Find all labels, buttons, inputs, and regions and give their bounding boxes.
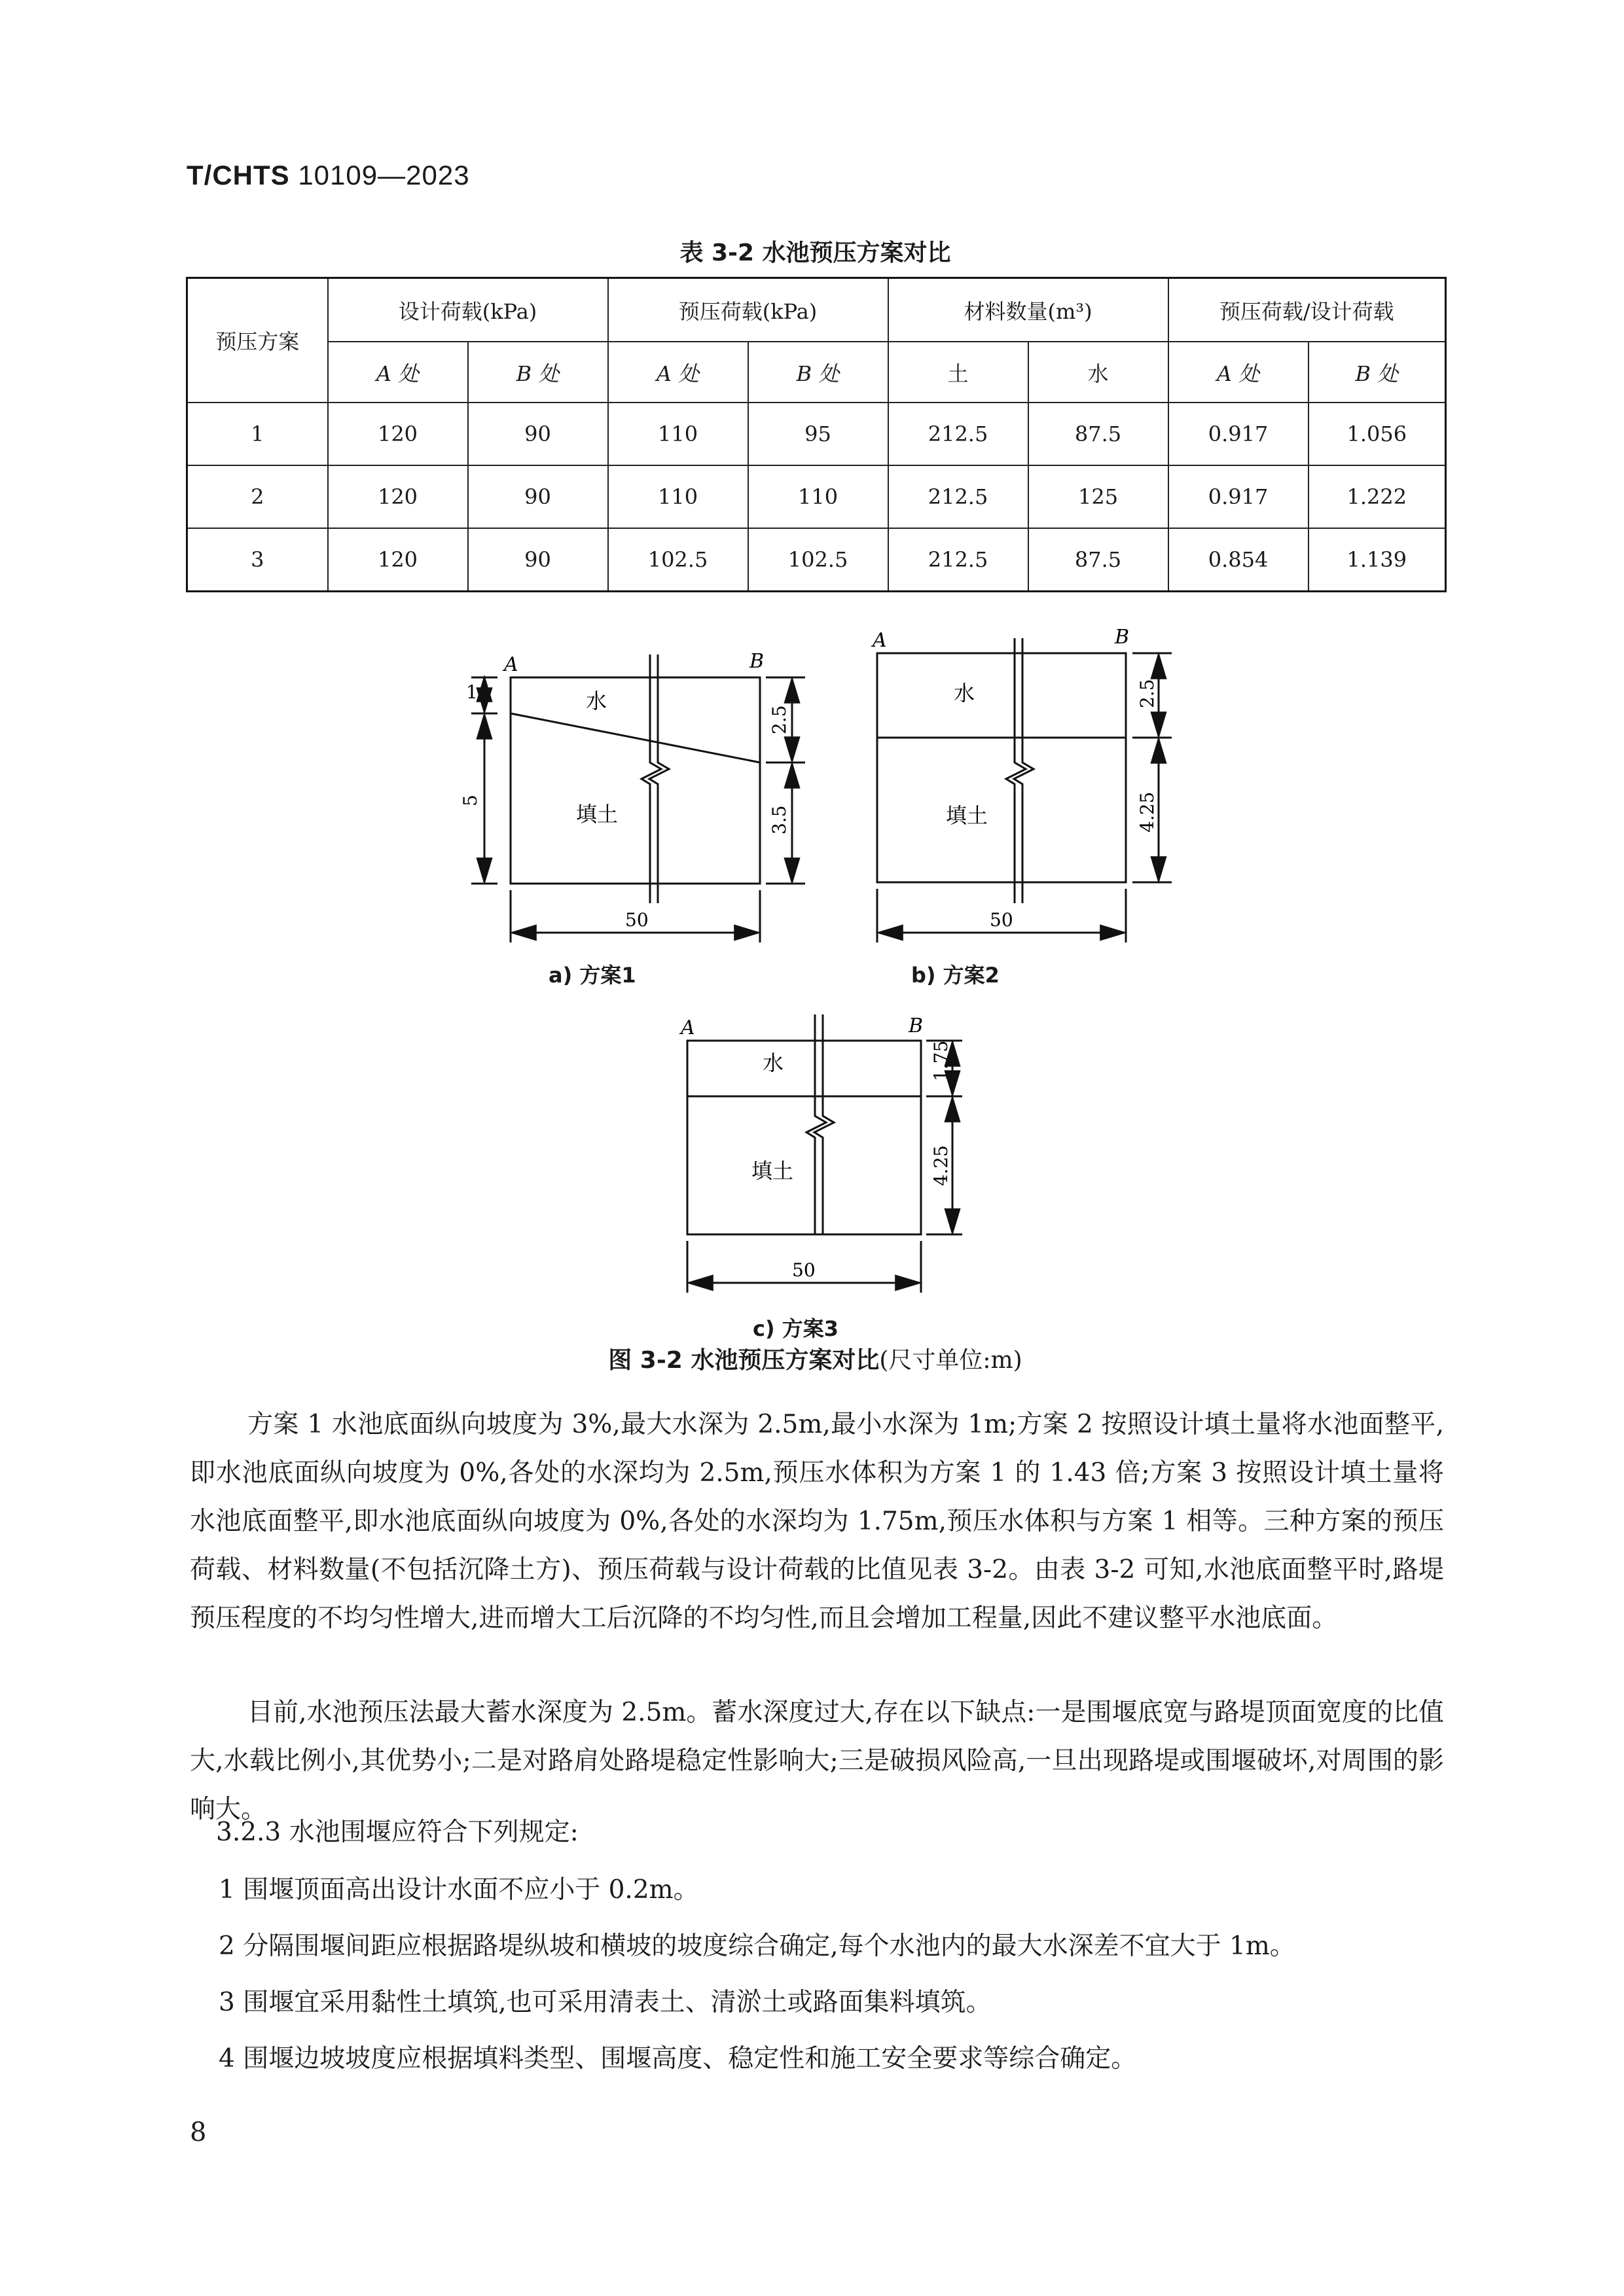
table-cell: 90	[468, 528, 608, 592]
standard-number: 10109—2023	[298, 160, 470, 190]
table-cell: 1.139	[1308, 528, 1446, 592]
subheader-cell: 水	[1028, 342, 1168, 403]
list-item: 2 分隔围堰间距应根据路堤纵坡和横坡的坡度综合确定,每个水池内的最大水深差不宜大于 1m。	[219, 1931, 1295, 1961]
fill-label: 填土	[751, 1158, 794, 1183]
dim-width: 50	[625, 909, 649, 931]
table-cell: 0.854	[1168, 528, 1308, 592]
pool-outline	[877, 653, 1126, 882]
list-item: 4 围堰边坡坡度应根据填料类型、围堰高度、稳定性和施工安全要求等综合确定。	[219, 2044, 1137, 2073]
table-cell: 120	[328, 465, 468, 528]
point-a-label: A	[873, 629, 887, 652]
paragraph-2: 目前,水池预压法最大蓄水深度为 2.5m。蓄水深度过大,存在以下缺点:一是围堰底宽与路堤顶面宽度的比值大,水载比例小,其优势小;二是对路肩处路堤稳定性影响大;三是破损风险高,一旦出现路堤或围堰破坏,对周围的影响大。	[190, 1698, 1444, 1824]
subheader-cell: A 处	[1168, 342, 1308, 403]
fill-label: 填土	[576, 802, 619, 827]
diagram-scheme-1	[471, 655, 805, 942]
figure-caption-title: 图 3-2 水池预压方案对比	[608, 1347, 880, 1374]
header-design-load: 设计荷载(kPa)	[328, 278, 608, 342]
water-label: 水	[954, 681, 975, 706]
table-cell: 212.5	[888, 528, 1028, 592]
subheader-cell: B 处	[748, 342, 888, 403]
paragraph-1: 方案 1 水池底面纵向坡度为 3%,最大水深为 2.5m,最小水深为 1m;方案 2 按照设计填土量将水池面整平,即水池底面纵向坡度为 0%,各处的水深均为 2.5m,预压水体积为方案 1 的 1.43 倍;方案 3 按照设计填土量将水池底面整平,即水池底面纵向坡度为 0%,各处的水深均为 1.75m,预压水体积与方案 1 相等。三种方案的预压荷载、材料数量(不包括沉降土方)、预压荷载与设计荷载的比值见表 3-2。由表 3-2 可知,水池底面整平时,路堤预压程度的不均匀性增大,进而增大工后沉降的不均匀性,而且会增加工程量,因此不建议整平水池底面。	[190, 1410, 1444, 1633]
dim-width: 50	[792, 1259, 816, 1281]
water-label: 水	[763, 1050, 784, 1075]
subheader-cell: B 处	[1308, 342, 1446, 403]
table-cell: 1.222	[1308, 465, 1446, 528]
dim-right-top: 2.5	[768, 705, 790, 734]
table-cell: 3	[187, 528, 328, 592]
break-line	[649, 655, 669, 903]
pool-outline	[511, 677, 760, 884]
standard-prefix: T/CHTS	[187, 160, 290, 190]
table-cell: 1	[187, 403, 328, 465]
table-cell: 110	[608, 403, 748, 465]
table-cell: 102.5	[608, 528, 748, 592]
dim-right-top: 1.75	[930, 1040, 952, 1081]
dim-width: 50	[990, 909, 1013, 931]
table-cell: 90	[468, 403, 608, 465]
table-caption: 表 3-2 水池预压方案对比	[679, 240, 951, 266]
table-cell: 90	[468, 465, 608, 528]
page-number: 8	[190, 2117, 207, 2147]
header-preload: 预压荷载(kPa)	[608, 278, 888, 342]
dim-right-bottom: 3.5	[768, 805, 790, 834]
dim-top-left: 1	[466, 681, 478, 703]
table-cell: 87.5	[1028, 403, 1168, 465]
subfigure-label-a: a) 方案1	[549, 963, 636, 988]
water-surface-slope	[511, 713, 760, 762]
table-cell: 0.917	[1168, 403, 1308, 465]
subheader-cell: 土	[888, 342, 1028, 403]
table-cell: 212.5	[888, 403, 1028, 465]
diagram-scheme-3	[687, 1014, 962, 1293]
dim-right-bottom: 4.25	[930, 1145, 952, 1186]
list-item: 1 围堰顶面高出设计水面不应小于 0.2m。	[219, 1875, 699, 1905]
diagram-scheme-2	[877, 638, 1172, 942]
subheader-cell: B 处	[468, 342, 608, 403]
table-cell: 120	[328, 528, 468, 592]
table-cell: 120	[328, 403, 468, 465]
fill-label: 填土	[946, 803, 988, 828]
figure-caption	[186, 1342, 1445, 1375]
header-scheme: 预压方案	[187, 278, 328, 403]
table-cell: 2	[187, 465, 328, 528]
dim-right-bottom: 4.25	[1136, 791, 1158, 833]
figure-caption-unit: (尺寸单位:m)	[879, 1347, 1022, 1374]
table-cell: 0.917	[1168, 465, 1308, 528]
table-cell: 95	[748, 403, 888, 465]
header-material: 材料数量(m³)	[888, 278, 1168, 342]
section-heading: 3.2.3 水池围堰应符合下列规定:	[216, 1818, 579, 1847]
break-line	[814, 1014, 834, 1235]
water-label: 水	[586, 689, 607, 713]
table-cell: 102.5	[748, 528, 888, 592]
dim-right-top: 2.5	[1136, 679, 1158, 708]
point-b-label: B	[749, 650, 765, 673]
table-cell: 1.056	[1308, 403, 1446, 465]
pool-outline	[687, 1041, 921, 1234]
dim-left: 5	[460, 795, 481, 806]
list-item: 3 围堰宜采用黏性土填筑,也可采用清表土、清淤土或路面集料填筑。	[219, 1988, 992, 2017]
table-cell: 110	[608, 465, 748, 528]
point-b-label: B	[1115, 626, 1130, 649]
subfigure-label-b: b) 方案2	[911, 963, 1000, 988]
subheader-cell: A 处	[608, 342, 748, 403]
header-ratio: 预压荷载/设计荷载	[1168, 278, 1446, 342]
subheader-cell: A 处	[328, 342, 468, 403]
point-a-label: A	[681, 1016, 695, 1039]
table-cell: 110	[748, 465, 888, 528]
point-a-label: A	[504, 653, 518, 676]
table-cell: 87.5	[1028, 528, 1168, 592]
point-b-label: B	[909, 1014, 924, 1037]
table-cell: 125	[1028, 465, 1168, 528]
table-cell: 212.5	[888, 465, 1028, 528]
subfigure-label-c: c) 方案3	[753, 1316, 839, 1341]
